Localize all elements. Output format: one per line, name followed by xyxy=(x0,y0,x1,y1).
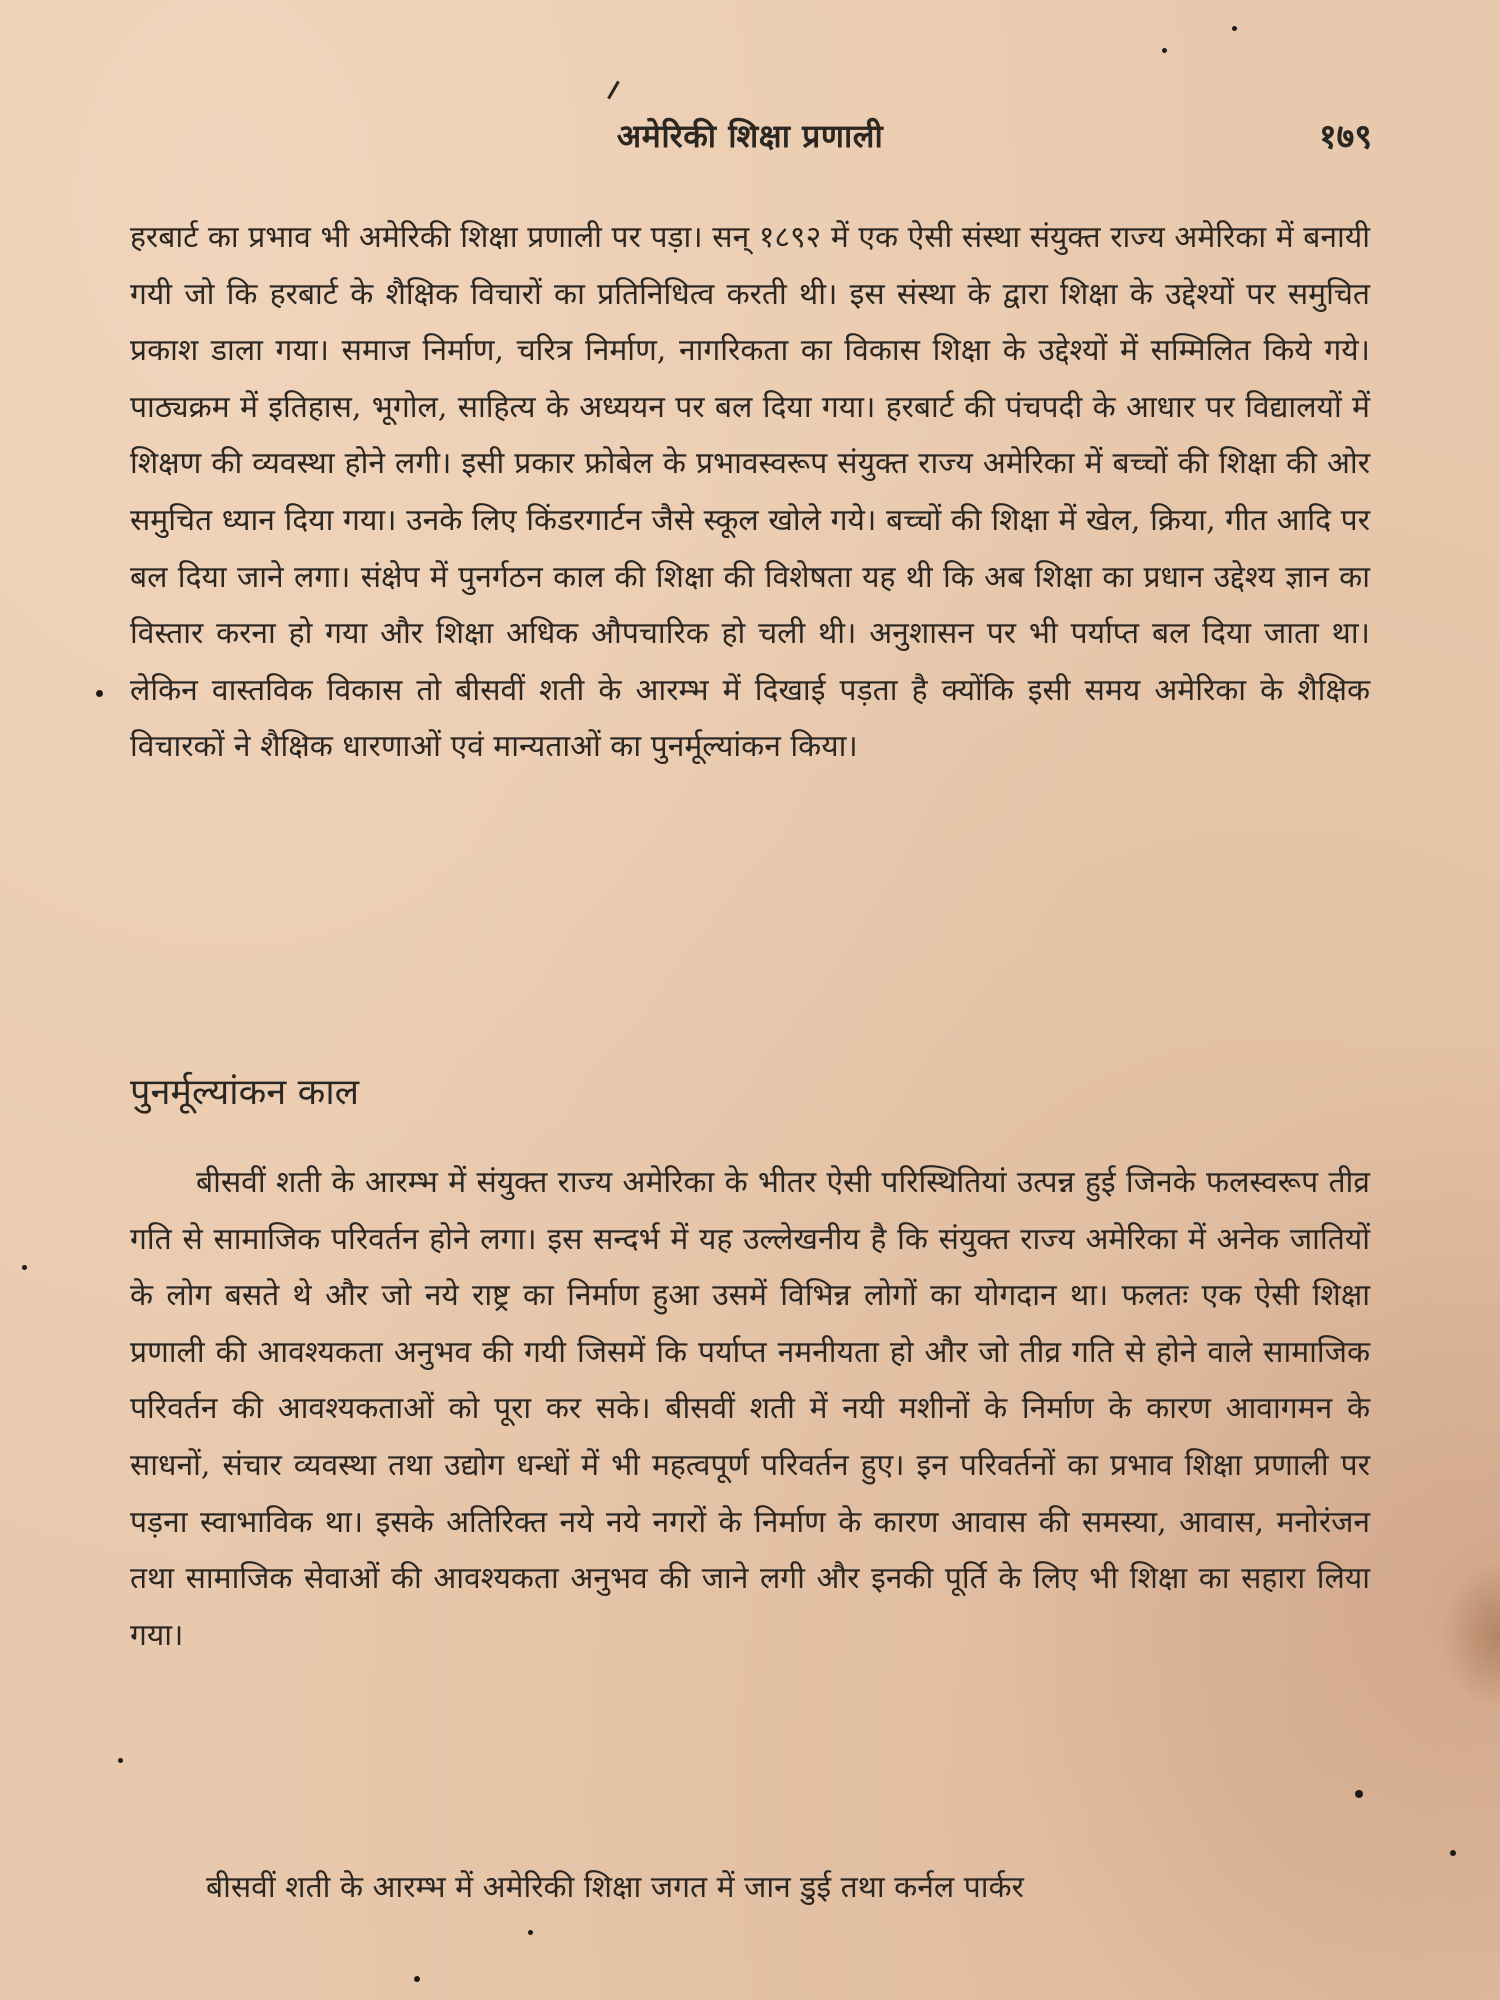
speck xyxy=(1355,1790,1363,1798)
speck xyxy=(118,1758,123,1763)
speck xyxy=(528,1930,533,1935)
speck xyxy=(1232,26,1237,31)
paragraph-2: बीसवीं शती के आरम्भ में संयुक्त राज्य अमेरिका के भीतर ऐसी परिस्थितियां उत्पन्न हुई जिनके फलस्वरूप तीव्र गति से सामाजिक परिवर्तन होने लगा। इस सन्दर्भ में यह उल्लेखनीय है कि संयुक्त राज्य अमेरिका में अनेक जातियों के लोग बसते थे और जो नये राष्ट्र का निर्माण हुआ उसमें विभिन्न लोगों का योगदान था। फलतः एक ऐसी शिक्षा प्रणाली की आवश्यकता अनुभव की गयी जिसमें कि पर्याप्त नमनीयता हो और जो तीव्र गति से होने वाले सामाजिक परिवर्तन की आवश्यकताओं को पूरा कर सके। बीसवीं शती में नयी मशीनों के निर्माण के कारण आवागमन के साधनों, संचार व्यवस्था तथा उद्योग धन्धों में भी महत्वपूर्ण परिवर्तन हुए। इन परिवर्तनों का प्रभाव शिक्षा प्रणाली पर पड़ना स्वाभाविक था। इसके अतिरिक्त नये नये नगरों के निर्माण के कारण आवास की समस्या, आवास, मनोरंजन तथा सामाजिक सेवाओं की आवश्यकता अनुभव की जाने लगी और इनकी पूर्ति के लिए भी शिक्षा का सहारा लिया गया। xyxy=(130,1165,1370,1653)
speck xyxy=(1450,1850,1456,1856)
page-number: १७९ xyxy=(1318,117,1372,157)
speck xyxy=(22,1265,27,1270)
ink-mark xyxy=(607,81,620,100)
speck xyxy=(96,690,103,697)
paper-stain xyxy=(1440,1560,1500,1710)
running-header-title: अमेरिकी शिक्षा प्रणाली xyxy=(616,117,884,155)
speck xyxy=(414,1976,420,1982)
section-heading: पुनर्मूल्यांकन काल xyxy=(130,1072,360,1113)
paragraph-1: हरबार्ट का प्रभाव भी अमेरिकी शिक्षा प्रणाली पर पड़ा। सन् १८९२ में एक ऐसी संस्था संयुक्त राज्य अमेरिका में बनायी गयी जो कि हरबार्ट के शैक्षिक विचारों का प्रतिनिधित्व करती थी। इस संस्था के द्वारा शिक्षा के उद्देश्यों पर समुचित प्रकाश डाला गया। समाज निर्माण, चरित्र निर्माण, नागरिकता का विकास शिक्षा के उद्देश्यों में सम्मिलित किये गये। पाठ्यक्रम में इतिहास, भूगोल, साहित्य के अध्ययन पर बल दिया गया। हरबार्ट की पंचपदी के आधार पर विद्यालयों में शिक्षण की व्यवस्था होने लगी। इसी प्रकार फ्रोबेल के प्रभावस्वरूप संयुक्त राज्य अमेरिका में बच्चों की शिक्षा की ओर समुचित ध्यान दिया गया। उनके लिए किंडरगार्टन जैसे स्कूल खोले गये। बच्चों की शिक्षा में खेल, क्रिया, गीत आदि पर बल दिया जाने लगा। संक्षेप में पुनर्गठन काल की शिक्षा की विशेषता यह थी कि अब शिक्षा का प्रधान उद्देश्य ज्ञान का विस्तार करना हो गया और शिक्षा अधिक औपचारिक हो चली थी। अनुशासन पर भी पर्याप्त बल दिया जाता था। लेकिन वास्तविक विकास तो बीसवीं शती के आरम्भ में दिखाई पड़ता है क्योंकि इसी समय अमेरिका के शैक्षिक विचारकों ने शैक्षिक धारणाओं एवं मान्यताओं का पुनर्मूल्यांकन किया। xyxy=(130,220,1370,765)
paragraph-3: बीसवीं शती के आरम्भ में अमेरिकी शिक्षा जगत में जान डुई तथा कर्नल पार्कर xyxy=(206,1870,1024,1905)
speck xyxy=(1162,48,1167,53)
